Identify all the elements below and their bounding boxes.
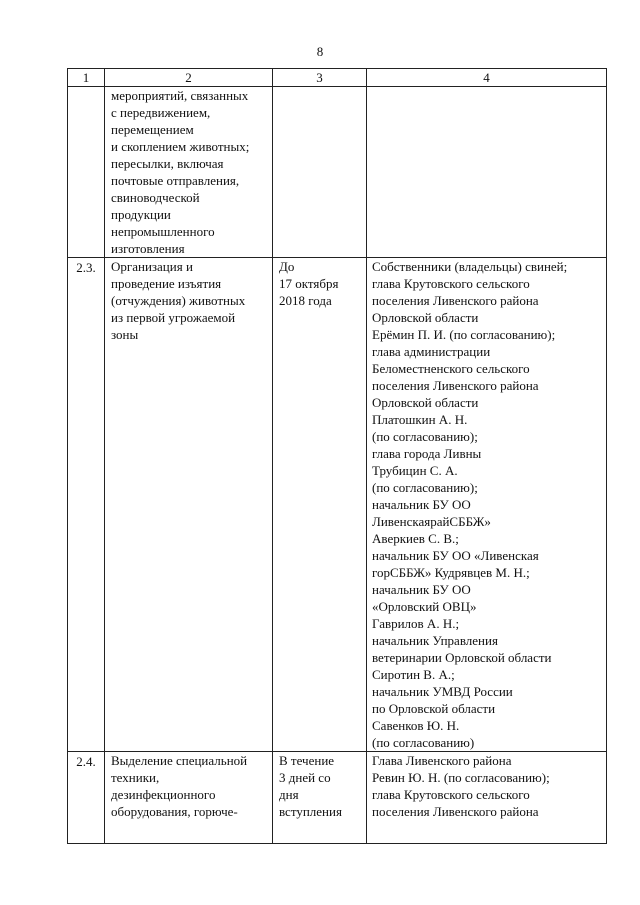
- table-row: [68, 87, 607, 258]
- cell-text-line: изготовления: [111, 241, 185, 256]
- cell-text-line: 3 дней со: [279, 770, 331, 785]
- cell-text-line: глава города Ливны: [372, 446, 482, 461]
- cell-text-line: Сиротин В. А.;: [372, 667, 455, 682]
- cell-text-line: начальник Управления: [372, 633, 498, 648]
- cell-text-line: продукции: [111, 207, 171, 222]
- measures-table: [67, 68, 607, 844]
- cell-text-line: начальник БУ ОО «Ливенская: [372, 548, 539, 563]
- row-number: 2.4.: [68, 752, 105, 844]
- cell-text-line: почтовые отправления,: [111, 173, 240, 188]
- cell-text-line: поселения Ливенского района: [372, 378, 539, 393]
- cell-text-line: Орловской области: [372, 395, 479, 410]
- cell-text-line: Трубицин С. А.: [372, 463, 458, 478]
- row-number: [68, 87, 105, 258]
- cell-text-line: «Орловский ОВЦ»: [372, 599, 477, 614]
- header-cell: 2: [105, 69, 273, 87]
- cell-text-line: по Орловской области: [372, 701, 496, 716]
- cell-text-line: Гаврилов А. Н.;: [372, 616, 460, 631]
- cell-text-line: начальник БУ ОО: [372, 497, 471, 512]
- page-number: 8: [316, 44, 324, 59]
- cell-text-line: оборудования, горюче-: [111, 804, 238, 819]
- header-cell: 4: [367, 69, 607, 87]
- cell-text-line: мероприятий, связанных: [111, 88, 249, 103]
- cell-text-line: пересылки, включая: [111, 156, 224, 171]
- cell-text-line: (отчуждения) животных: [111, 293, 246, 308]
- cell-text-line: дня: [279, 787, 299, 802]
- cell-text-line: Аверкиев С. В.;: [372, 531, 459, 546]
- cell-text-line: глава Крутовского сельского: [372, 276, 530, 291]
- cell-text-line: горСББЖ» Кудрявцев М. Н.;: [372, 565, 530, 580]
- cell-text-line: 17 октября: [279, 276, 339, 291]
- cell-text-line: поселения Ливенского района: [372, 804, 539, 819]
- measure-description: [105, 258, 273, 752]
- table-row: [68, 258, 607, 752]
- cell-text-line: Савенков Ю. Н.: [372, 718, 460, 733]
- cell-text-line: (по согласованию);: [372, 429, 478, 444]
- cell-text-line: 2018 года: [279, 293, 332, 308]
- cell-text-line: зоны: [111, 327, 139, 342]
- cell-text-line: с передвижением,: [111, 105, 211, 120]
- cell-text-line: ветеринарии Орловской области: [372, 650, 552, 665]
- cell-text-line: вступления: [279, 804, 342, 819]
- cell-text-line: Платошкин А. Н.: [372, 412, 468, 427]
- cell-text-line: Выделение специальной: [111, 753, 248, 768]
- cell-text-line: (по согласованию);: [372, 480, 478, 495]
- cell-text-line: глава администрации: [372, 344, 491, 359]
- cell-text-line: начальник БУ ОО: [372, 582, 471, 597]
- cell-text-line: Глава Ливенского района: [372, 753, 512, 768]
- cell-text-line: из первой угрожаемой: [111, 310, 236, 325]
- cell-text-line: Беломестненского сельского: [372, 361, 530, 376]
- measure-deadline: [273, 752, 367, 844]
- cell-text-line: непромышленного: [111, 224, 215, 239]
- cell-text-line: глава Крутовского сельского: [372, 787, 530, 802]
- cell-text-line: До: [279, 259, 295, 274]
- measure-description: [105, 87, 273, 258]
- table-header-row: [68, 69, 607, 87]
- cell-text-line: дезинфекционного: [111, 787, 216, 802]
- measure-responsible: [367, 87, 607, 258]
- cell-text-line: Собственники (владельцы) свиней;: [372, 259, 568, 274]
- cell-text-line: Орловской области: [372, 310, 479, 325]
- cell-text-line: (по согласованию): [372, 735, 475, 750]
- cell-text-line: Ерёмин П. И. (по согласованию);: [372, 327, 556, 342]
- measure-responsible: [367, 258, 607, 752]
- cell-text-line: ЛивенскаярайСББЖ»: [372, 514, 491, 529]
- cell-text-line: Организация и: [111, 259, 193, 274]
- cell-text-line: В течение: [279, 753, 335, 768]
- header-cell: 3: [273, 69, 367, 87]
- cell-text-line: перемещением: [111, 122, 194, 137]
- measure-deadline: [273, 87, 367, 258]
- cell-text-line: техники,: [111, 770, 160, 785]
- cell-text-line: начальник УМВД России: [372, 684, 513, 699]
- row-number: 2.3.: [68, 258, 105, 752]
- cell-text-line: и скоплением животных;: [111, 139, 250, 154]
- measure-deadline: [273, 258, 367, 752]
- cell-text-line: свиноводческой: [111, 190, 200, 205]
- cell-text-line: поселения Ливенского района: [372, 293, 539, 308]
- measure-description: [105, 752, 273, 844]
- header-cell: 1: [68, 69, 105, 87]
- table-row: [68, 752, 607, 844]
- cell-text-line: проведение изъятия: [111, 276, 222, 291]
- measure-responsible: [367, 752, 607, 844]
- cell-text-line: Ревин Ю. Н. (по согласованию);: [372, 770, 550, 785]
